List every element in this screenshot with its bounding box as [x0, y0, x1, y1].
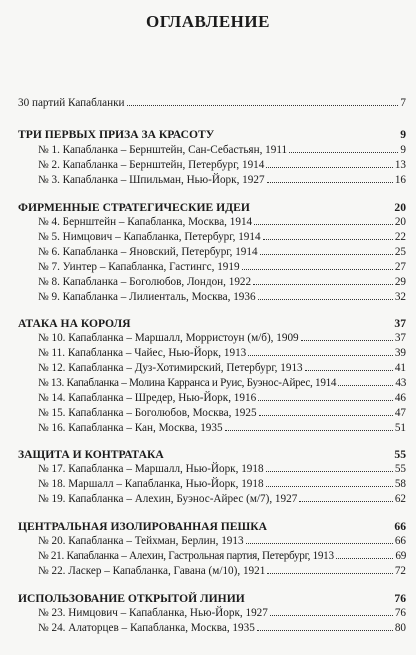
leader-dots — [132, 326, 392, 327]
entry-text: № 8. Капабланка – Боголюбов, Лондон, 1922 — [38, 276, 252, 288]
toc-entry — [38, 621, 406, 636]
toc-entry — [38, 376, 406, 391]
toc-entry — [38, 361, 406, 376]
entry-text: № 17. Капабланка – Маршалл, Нью-Йорк, 1918 — [38, 463, 264, 475]
section-page: 37 — [394, 317, 406, 330]
entry-text: № 21. Капабланка – Алехин, Гастрольная партия, Петербург, 1913 — [38, 550, 334, 562]
section-heading — [18, 519, 406, 534]
toc-entry — [38, 549, 406, 564]
section-title: ИСПОЛЬЗОВАНИЕ ОТКРЫТОЙ ЛИНИИ — [18, 592, 245, 605]
page-title: ОГЛАВЛЕНИЕ — [146, 12, 270, 31]
entry-page: 29 — [394, 276, 406, 288]
toc-entry — [38, 290, 406, 305]
toc-entry — [38, 421, 406, 436]
toc-entry — [38, 215, 406, 230]
leader-dots — [258, 298, 393, 300]
leader-dots — [216, 137, 398, 138]
entry-page: 58 — [394, 478, 406, 490]
leader-dots — [336, 557, 394, 559]
entry-page: 16 — [394, 174, 406, 186]
leader-dots — [166, 457, 393, 458]
toc-entry — [38, 173, 406, 188]
section-title: ЗАЩИТА И КОНТРАТАКА — [18, 448, 164, 461]
leader-dots — [289, 151, 398, 153]
section-page: 9 — [400, 128, 406, 141]
section-title: ТРИ ПЕРВЫХ ПРИЗА ЗА КРАСОТУ — [18, 128, 215, 141]
leader-dots — [258, 399, 393, 401]
entry-page: 27 — [394, 261, 406, 273]
toc-entry — [38, 260, 406, 275]
entry-page: 69 — [395, 550, 406, 562]
toc-entry — [38, 391, 406, 406]
entry-page: 51 — [394, 422, 406, 434]
leader-dots — [127, 104, 399, 106]
entry-text: № 1. Капабланка – Бернштейн, Сан-Себастьян, 1911 — [38, 144, 288, 156]
toc-entry — [38, 245, 406, 260]
toc-entry — [38, 346, 406, 361]
leader-dots — [266, 485, 393, 487]
section-heading — [18, 591, 406, 606]
toc-entry — [38, 564, 406, 579]
leader-dots — [338, 384, 393, 386]
toc-entry — [38, 275, 406, 290]
entry-page: 20 — [394, 216, 406, 228]
leader-dots — [252, 210, 393, 211]
leader-dots — [299, 500, 393, 502]
toc-intro-row — [18, 96, 406, 111]
entry-text: № 12. Капабланка – Дуз-Хотимирский, Петербург, 1913 — [38, 362, 303, 374]
entry-text: № 10. Капабланка – Маршалл, Морристоун (м/б), 1909 — [38, 332, 299, 344]
leader-dots — [269, 529, 392, 530]
leader-dots — [254, 223, 393, 225]
entry-text: № 16. Капабланка – Кан, Москва, 1935 — [38, 422, 223, 434]
section-title: ЦЕНТРАЛЬНАЯ ИЗОЛИРОВАННАЯ ПЕШКА — [18, 520, 268, 533]
section-heading — [18, 127, 406, 142]
entry-text: № 5. Нимцович – Капабланка, Петербург, 1914 — [38, 231, 261, 243]
entry-text: № 7. Уинтер – Капабланка, Гастингс, 1919 — [38, 261, 240, 273]
section-page: 76 — [394, 592, 406, 605]
leader-dots — [305, 369, 393, 371]
leader-dots — [266, 470, 393, 472]
leader-dots — [270, 614, 393, 616]
entry-page: 76 — [394, 607, 406, 619]
toc-entry — [38, 462, 406, 477]
leader-dots — [260, 253, 393, 255]
section-page: 20 — [394, 201, 406, 214]
entry-text: № 20. Капабланка – Тейхман, Берлин, 1913 — [38, 535, 244, 547]
section-heading — [18, 200, 406, 215]
leader-dots — [259, 414, 393, 416]
entry-text: № 13. Капабланка – Молина Карранса и Руис, Буэнос-Айрес, 1914 — [38, 377, 337, 389]
entry-page: 55 — [394, 463, 406, 475]
section-page: 66 — [394, 520, 406, 533]
entry-page: 9 — [400, 144, 406, 156]
entry-text: № 3. Капабланка – Шпильман, Нью-Йорк, 1927 — [38, 174, 265, 186]
entry-text: № 6. Капабланка – Яновский, Петербург, 1914 — [38, 246, 258, 258]
toc-intro-page: 7 — [400, 97, 406, 109]
entry-text: № 4. Бернштейн – Капабланка, Москва, 1914 — [38, 216, 253, 228]
entry-text: № 23. Нимцович – Капабланка, Нью-Йорк, 1927 — [38, 607, 268, 619]
entry-page: 62 — [394, 493, 406, 505]
toc-entry — [38, 534, 406, 549]
toc-entry — [38, 606, 406, 621]
leader-dots — [247, 601, 393, 602]
section-title: АТАКА НА КОРОЛЯ — [18, 317, 131, 330]
toc-intro-text: 30 партий Капабланки — [18, 97, 125, 109]
entry-text: № 24. Алаторцев – Капабланка, Москва, 1935 — [38, 622, 255, 634]
entry-page: 47 — [394, 407, 406, 419]
toc-entry — [38, 406, 406, 421]
entry-page: 13 — [394, 159, 406, 171]
leader-dots — [242, 268, 393, 270]
entry-page: 32 — [394, 291, 406, 303]
entry-text: № 18. Маршалл – Капабланка, Нью-Йорк, 1918 — [38, 478, 264, 490]
leader-dots — [263, 238, 393, 240]
entry-page: 37 — [394, 332, 406, 344]
leader-dots — [267, 181, 393, 183]
entry-page: 66 — [394, 535, 406, 547]
section-title: ФИРМЕННЫЕ СТРАТЕГИЧЕСКИЕ ИДЕИ — [18, 201, 250, 214]
toc-entry — [38, 331, 406, 346]
leader-dots — [267, 572, 392, 574]
entry-text: № 15. Капабланка – Боголюбов, Москва, 1925 — [38, 407, 257, 419]
entry-page: 72 — [394, 565, 406, 577]
entry-page: 22 — [394, 231, 406, 243]
entry-text: № 2. Капабланка – Бернштейн, Петербург, 1914 — [38, 159, 265, 171]
entry-page: 46 — [394, 392, 406, 404]
leader-dots — [248, 354, 393, 356]
leader-dots — [266, 166, 392, 168]
entry-page: 41 — [394, 362, 406, 374]
entry-page: 43 — [395, 377, 406, 389]
entry-page: 25 — [394, 246, 406, 258]
leader-dots — [257, 629, 393, 631]
section-heading — [18, 447, 406, 462]
entry-text: № 22. Ласкер – Капабланка, Гавана (м/10), 1921 — [38, 565, 266, 577]
toc-entry — [38, 492, 406, 507]
toc-entry — [38, 477, 406, 492]
leader-dots — [301, 339, 393, 341]
leader-dots — [253, 283, 393, 285]
toc-entry — [38, 158, 406, 173]
toc-entry — [38, 230, 406, 245]
entry-text: № 19. Капабланка – Алехин, Буэнос-Айрес (м/7), 1927 — [38, 493, 298, 505]
entry-page: 80 — [394, 622, 406, 634]
section-heading — [18, 316, 406, 331]
entry-text: № 9. Капабланка – Лилиенталь, Москва, 1936 — [38, 291, 256, 303]
leader-dots — [246, 542, 393, 544]
toc-entry — [38, 143, 406, 158]
section-page: 55 — [394, 448, 406, 461]
entry-text: № 14. Капабланка – Шредер, Нью-Йорк, 1916 — [38, 392, 257, 404]
leader-dots — [225, 429, 393, 431]
entry-page: 39 — [394, 347, 406, 359]
entry-text: № 11. Капабланка – Чайес, Нью-Йорк, 1913 — [38, 347, 247, 359]
